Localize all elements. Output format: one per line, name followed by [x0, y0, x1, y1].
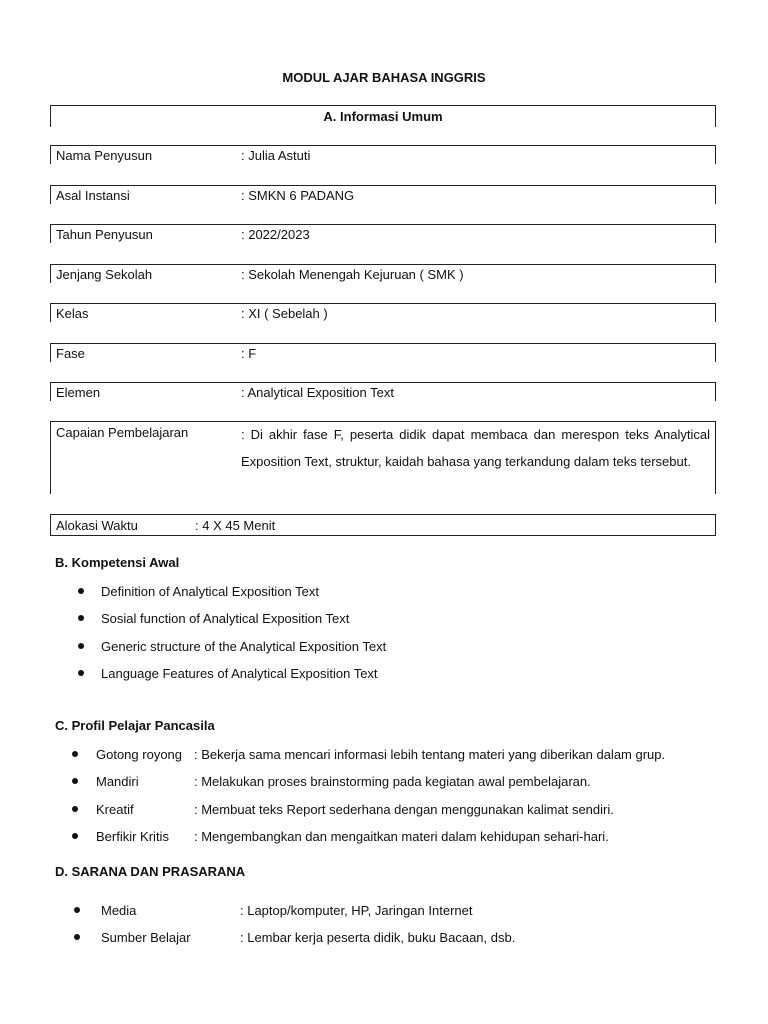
list-item-text: Definition of Analytical Exposition Text: [101, 583, 319, 599]
info-label: Kelas: [56, 306, 89, 321]
info-row-elemen: [50, 382, 716, 401]
bullet-icon: [78, 643, 84, 649]
info-value: : Sekolah Menengah Kejuruan ( SMK ): [241, 267, 464, 282]
list-item-value: : Bekerja sama mencari informasi lebih tentang materi yang diberikan dalam grup.: [194, 746, 666, 762]
section-a-heading: A. Informasi Umum: [323, 109, 443, 124]
info-row-nama-penyusun: [50, 145, 716, 164]
section-a-header: [50, 105, 716, 127]
list-item-value: : Melakukan proses brainstorming pada kegiatan awal pembelajaran.: [194, 773, 591, 789]
info-value: : Julia Astuti: [241, 148, 311, 163]
list-item: [0, 801, 768, 817]
list-item: [0, 746, 768, 762]
list-item-value: : Laptop/komputer, HP, Jaringan Internet: [240, 902, 473, 918]
bullet-icon: [74, 934, 80, 940]
list-item: [0, 929, 768, 945]
info-label: Alokasi Waktu: [56, 518, 138, 533]
section-b-heading: B. Kompetensi Awal: [55, 555, 180, 570]
info-label: Jenjang Sekolah: [56, 267, 153, 282]
list-item-text: Generic structure of the Analytical Exposition Text: [101, 638, 387, 654]
bullet-icon: [72, 833, 78, 839]
list-item-key: Media: [101, 902, 137, 918]
info-row-asal-instansi: [50, 185, 716, 204]
list-item-key: Gotong royong: [96, 746, 183, 762]
info-row-jenjang-sekolah: [50, 264, 716, 283]
bullet-icon: [72, 806, 78, 812]
document-title: MODUL AJAR BAHASA INGGRIS: [282, 70, 486, 85]
list-item-key: Kreatif: [96, 801, 134, 817]
info-row-fase: [50, 343, 716, 362]
bullet-icon: [78, 588, 84, 594]
info-value: : Di akhir fase F, peserta didik dapat membaca dan merespon teks Analytical Exposition Text, struktur, kaidah bahasa yang terkandung dalam teks tersebut.: [241, 427, 710, 469]
bullet-icon: [78, 615, 84, 621]
info-label: Fase: [56, 346, 85, 361]
list-item: [0, 610, 768, 626]
info-label: Tahun Penyusun: [56, 227, 153, 242]
list-item: [0, 902, 768, 918]
info-value: : XI ( Sebelah ): [241, 306, 328, 321]
list-item: [0, 583, 768, 599]
info-value: : 4 X 45 Menit: [195, 518, 276, 533]
bullet-icon: [78, 670, 84, 676]
section-d-heading: D. SARANA DAN PRASARANA: [55, 864, 246, 879]
list-item-text: Sosial function of Analytical Exposition Text: [101, 610, 350, 626]
bullet-icon: [72, 751, 78, 757]
info-row-capaian-pembelajaran: [50, 421, 716, 494]
list-item-key: Mandiri: [96, 773, 139, 789]
info-label: Asal Instansi: [56, 188, 130, 203]
list-item-value: : Lembar kerja peserta didik, buku Bacaan, dsb.: [240, 929, 516, 945]
list-item: [0, 773, 768, 789]
info-row-kelas: [50, 303, 716, 322]
info-value: : SMKN 6 PADANG: [241, 188, 355, 203]
info-label: Capaian Pembelajaran: [56, 425, 189, 440]
bullet-icon: [74, 907, 80, 913]
section-c-heading: C. Profil Pelajar Pancasila: [55, 718, 215, 733]
info-row-tahun-penyusun: [50, 224, 716, 243]
list-item-key: Berfikir Kritis: [96, 828, 169, 844]
list-item-value: : Mengembangkan dan mengaitkan materi dalam kehidupan sehari-hari.: [194, 828, 609, 844]
info-row-alokasi-waktu: [50, 514, 716, 536]
info-label: Elemen: [56, 385, 101, 400]
list-item-value: : Membuat teks Report sederhana dengan menggunakan kalimat sendiri.: [194, 801, 614, 817]
bullet-icon: [72, 778, 78, 784]
list-item: [0, 665, 768, 681]
info-value: : Analytical Exposition Text: [241, 385, 394, 400]
list-item-text: Language Features of Analytical Exposition Text: [101, 665, 378, 681]
list-item: [0, 828, 768, 844]
list-item: [0, 638, 768, 654]
info-label: Nama Penyusun: [56, 148, 153, 163]
info-value: : F: [241, 346, 257, 361]
info-value: : 2022/2023: [241, 227, 310, 242]
list-item-key: Sumber Belajar: [101, 929, 191, 945]
